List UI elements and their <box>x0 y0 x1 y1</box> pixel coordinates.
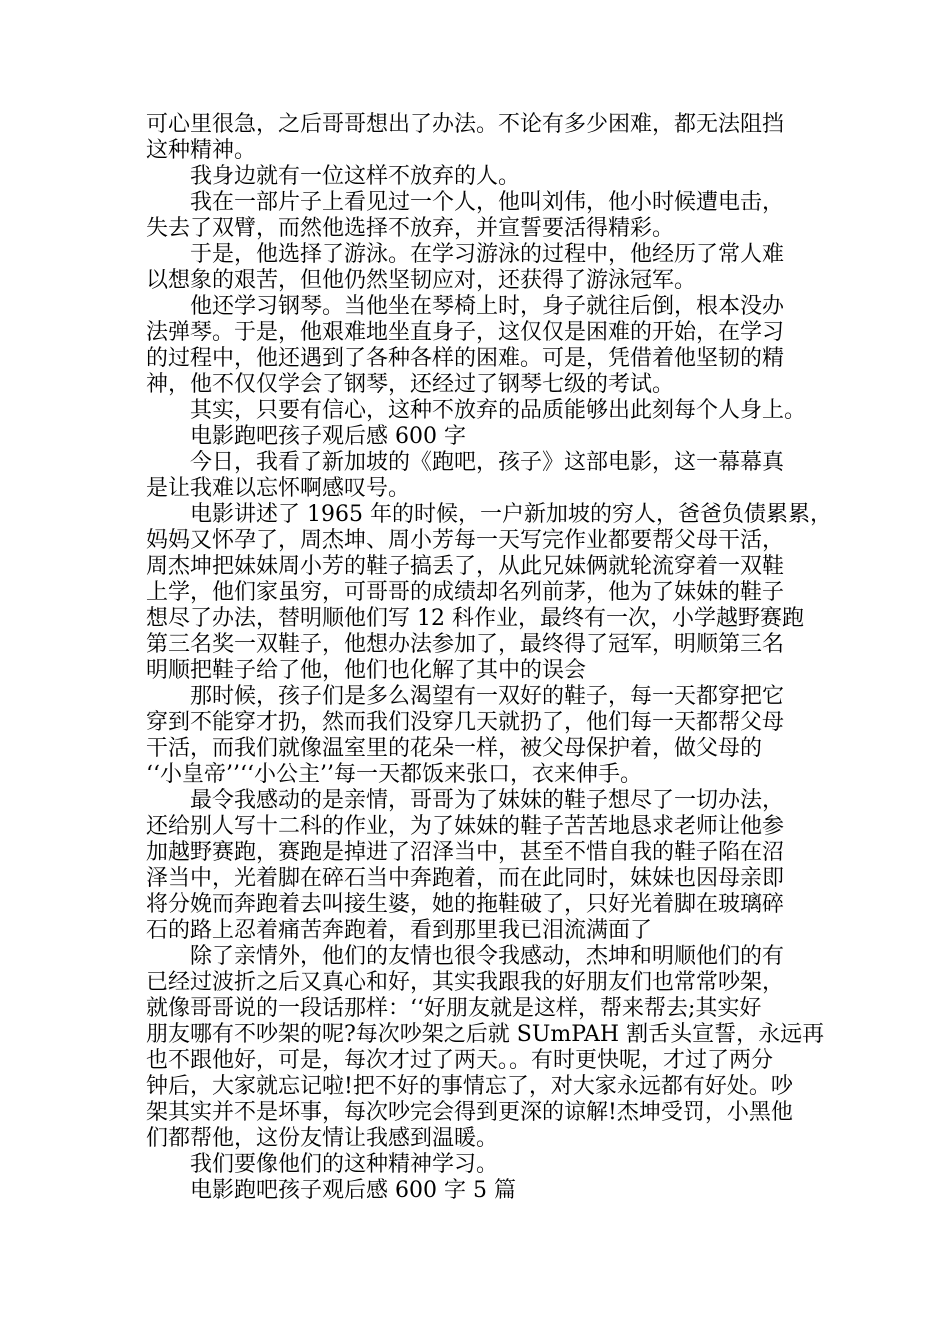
text-line: 电影讲述了 1965 年的时候，一户新加坡的穷人，爸爸负债累累， <box>190 502 832 527</box>
text-line: ‘‘小皇帝’’‘‘小公主’’每一天都饭来张口，衣来伸手。 <box>146 762 642 787</box>
text-line: 加越野赛跑，赛跑是掉进了沼泽当中，甚至不惜自我的鞋子陷在沼 <box>146 840 785 865</box>
text-line: 将分娩而奔跑着去叫接生婆，她的拖鞋破了，只好光着脚在玻璃碎 <box>146 892 785 917</box>
text-line: 失去了双臂，而然他选择不放弃，并宣誓要活得精彩。 <box>146 216 675 241</box>
text-line: 电影跑吧孩子观后感 600 字 <box>190 424 466 449</box>
paragraph <box>146 450 836 502</box>
text-line: 也不跟他好，可是，每次才过了两天。。有时更快呢，才过了两分 <box>146 1048 774 1073</box>
text-line: 是让我难以忘怀啊感叹号。 <box>146 476 411 501</box>
text-line: 其实，只要有信心，这种不放弃的品质能够出此刻每个人身上。 <box>190 398 807 423</box>
paragraph <box>146 190 836 242</box>
paragraph <box>146 242 836 294</box>
text-line: 周杰坤把妹妹周小芳的鞋子搞丢了，从此兄妹俩就轮流穿着一双鞋 <box>146 554 785 579</box>
text-line: 以想象的艰苦，但他仍然坚韧应对，还获得了游泳冠军。 <box>146 268 697 293</box>
text-line: 就像哥哥说的一段话那样：‘‘好朋友就是这样，帮来帮去;其实好 <box>146 996 762 1021</box>
text-line: 我身边就有一位这样不放弃的人。 <box>190 164 521 189</box>
paragraph <box>146 294 836 398</box>
paragraph <box>146 944 836 1152</box>
text-line: 朋友哪有不吵架的呢?每次吵架之后就 SUmPAH 割舌头宣誓，永远再 <box>146 1022 825 1047</box>
paragraph <box>146 1178 836 1204</box>
text-line: 我们要像他们的这种精神学习。 <box>190 1152 499 1177</box>
text-line: 穿到不能穿才扔，然而我们没穿几天就扔了，他们每一天都帮父母 <box>146 710 785 735</box>
text-line: 泽当中，光着脚在碎石当中奔跑着，而在此同时，妹妹也因母亲即 <box>146 866 785 891</box>
text-line: 这种精神。 <box>146 138 257 163</box>
text-line: 明顺把鞋子给了他，他们也化解了其中的误会 <box>146 658 587 683</box>
text-line: 钟后，大家就忘记啦!把不好的事情忘了，对大家永远都有好处。吵 <box>146 1074 793 1099</box>
text-line: 第三名奖一双鞋子，他想办法参加了，最终得了冠军，明顺第三名 <box>146 632 785 657</box>
paragraph <box>146 788 836 944</box>
text-line: 上学，他们家虽穷，可哥哥的成绩却名列前茅，他为了妹妹的鞋子 <box>146 580 785 605</box>
text-line: 于是，他选择了游泳。在学习游泳的过程中，他经历了常人难 <box>190 242 785 267</box>
text-line: 他还学习钢琴。当他坐在琴椅上时，身子就往后倒，根本没办 <box>190 294 785 319</box>
text-line: 可心里很急，之后哥哥想出了办法。不论有多少困难，都无法阻挡 <box>146 112 785 137</box>
paragraph <box>146 398 836 424</box>
text-line: 石的路上忍着痛苦奔跑着，看到那里我已泪流满面了 <box>146 918 653 943</box>
text-line: 法弹琴。于是，他艰难地坐直身子，这仅仅是困难的开始，在学习 <box>146 320 785 345</box>
text-line: 还给别人写十二科的作业，为了妹妹的鞋子苦苦地恳求老师让他参 <box>146 814 785 839</box>
paragraph <box>146 112 836 164</box>
text-line: 的过程中，他还遇到了各种各样的困难。可是，凭借着他坚韧的精 <box>146 346 785 371</box>
text-line: 架其实并不是坏事，每次吵完会得到更深的谅解!杰坤受罚，小黑他 <box>146 1100 793 1125</box>
text-line: 今日，我看了新加坡的《跑吧，孩子》这部电影，这一幕幕真 <box>190 450 785 475</box>
text-line: 们都帮他，这份友情让我感到温暖。 <box>146 1126 499 1151</box>
text-line: 最令我感动的是亲情，哥哥为了妹妹的鞋子想尽了一切办法， <box>190 788 785 813</box>
text-line: 那时候，孩子们是多么渴望有一双好的鞋子，每一天都穿把它 <box>190 684 785 709</box>
text-line: 妈妈又怀孕了，周杰坤、周小芳每一天写完作业都要帮父母干活， <box>146 528 785 553</box>
text-line: 除了亲情外，他们的友情也很令我感动，杰坤和明顺他们的有 <box>190 944 785 969</box>
text-line: 我在一部片子上看见过一个人，他叫刘伟，他小时候遭电击， <box>190 190 785 215</box>
text-line: 想尽了办法，替明顺他们写 12 科作业，最终有一次，小学越野赛跑 <box>146 606 804 631</box>
text-line: 干活，而我们就像温室里的花朵一样，被父母保护着，做父母的 <box>146 736 763 761</box>
paragraph <box>146 502 836 684</box>
paragraph <box>146 684 836 788</box>
paragraph <box>146 164 836 190</box>
text-line: 神，他不仅仅学会了钢琴，还经过了钢琴七级的考试。 <box>146 372 675 397</box>
document-body <box>146 112 836 1204</box>
text-line: 电影跑吧孩子观后感 600 字 5 篇 <box>190 1178 516 1203</box>
paragraph <box>146 1152 836 1178</box>
paragraph <box>146 424 836 450</box>
text-line: 已经过波折之后又真心和好，其实我跟我的好朋友们也常常吵架， <box>146 970 785 995</box>
